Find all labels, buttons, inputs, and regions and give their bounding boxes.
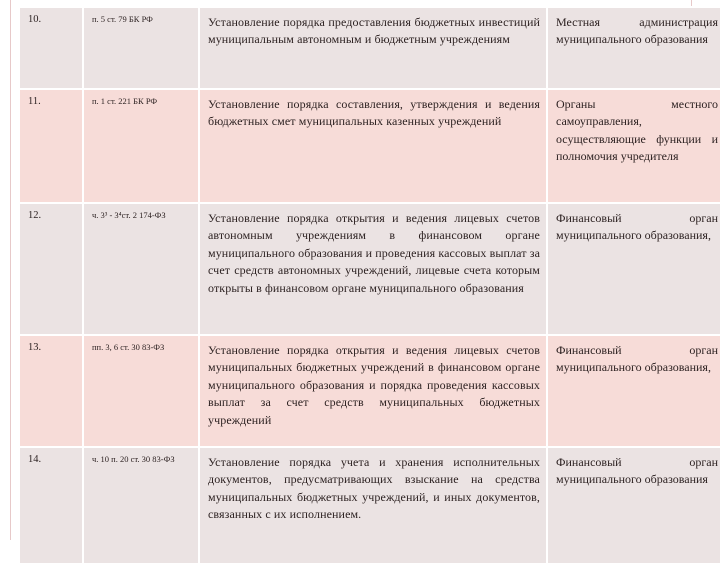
powers-table <box>18 6 720 565</box>
table-row <box>19 89 720 203</box>
power-description: Установление порядка открытия и ведения лицевых счетов муниципальных бюджетных учреждений в финансовом органе муниципального образования и порядка проведения кассовых выплат за счет средств муниципальных бюджетных учреждений <box>199 335 547 447</box>
responsible-authority: Финансовый орган муниципального образования, <box>547 203 720 335</box>
row-number: 13. <box>19 335 83 447</box>
power-description: Установление порядка учета и хранения исполнительных документов, предусматривающих взыскание на средства муниципальных бюджетных учреждений, и иных документов, связанных с их исполнением. <box>199 447 547 564</box>
legal-reference: ч. 3³ - 3⁴ст. 2 174-ФЗ <box>83 203 199 335</box>
power-description: Установление порядка составления, утверждения и ведения бюджетных смет муниципальных казенных учреждений <box>199 89 547 203</box>
legal-reference: ч. 10 п. 20 ст. 30 83-ФЗ <box>83 447 199 564</box>
responsible-authority: Финансовый орган муниципального образования <box>547 447 720 564</box>
power-description: Установление порядка предоставления бюджетных инвестиций муниципальным автономным и бюджетным учреждениям <box>199 7 547 89</box>
responsible-authority: Органы местного самоуправления, осуществляющие функции и полномочия учредителя <box>547 89 720 203</box>
row-number: 14. <box>19 447 83 564</box>
slide-frame-left-line <box>10 0 11 540</box>
row-number: 11. <box>19 89 83 203</box>
table-row <box>19 447 720 564</box>
legal-reference: п. 1 ст. 221 БК РФ <box>83 89 199 203</box>
row-number: 12. <box>19 203 83 335</box>
row-number: 10. <box>19 7 83 89</box>
table-row <box>19 7 720 89</box>
legal-reference: пп. 3, 6 ст. 30 83-ФЗ <box>83 335 199 447</box>
legal-reference: п. 5 ст. 79 БК РФ <box>83 7 199 89</box>
table-row <box>19 203 720 335</box>
responsible-authority: Местная администрация муниципального образования <box>547 7 720 89</box>
responsible-authority: Финансовый орган муниципального образования, <box>547 335 720 447</box>
power-description: Установление порядка открытия и ведения лицевых счетов автономным учреждениям в финансовом органе муниципального образования и проведения кассовых выплат за счет средств автономных учреждений, лицевые счета которым открыты в финансовом органе муниципального образования <box>199 203 547 335</box>
table-row <box>19 335 720 447</box>
